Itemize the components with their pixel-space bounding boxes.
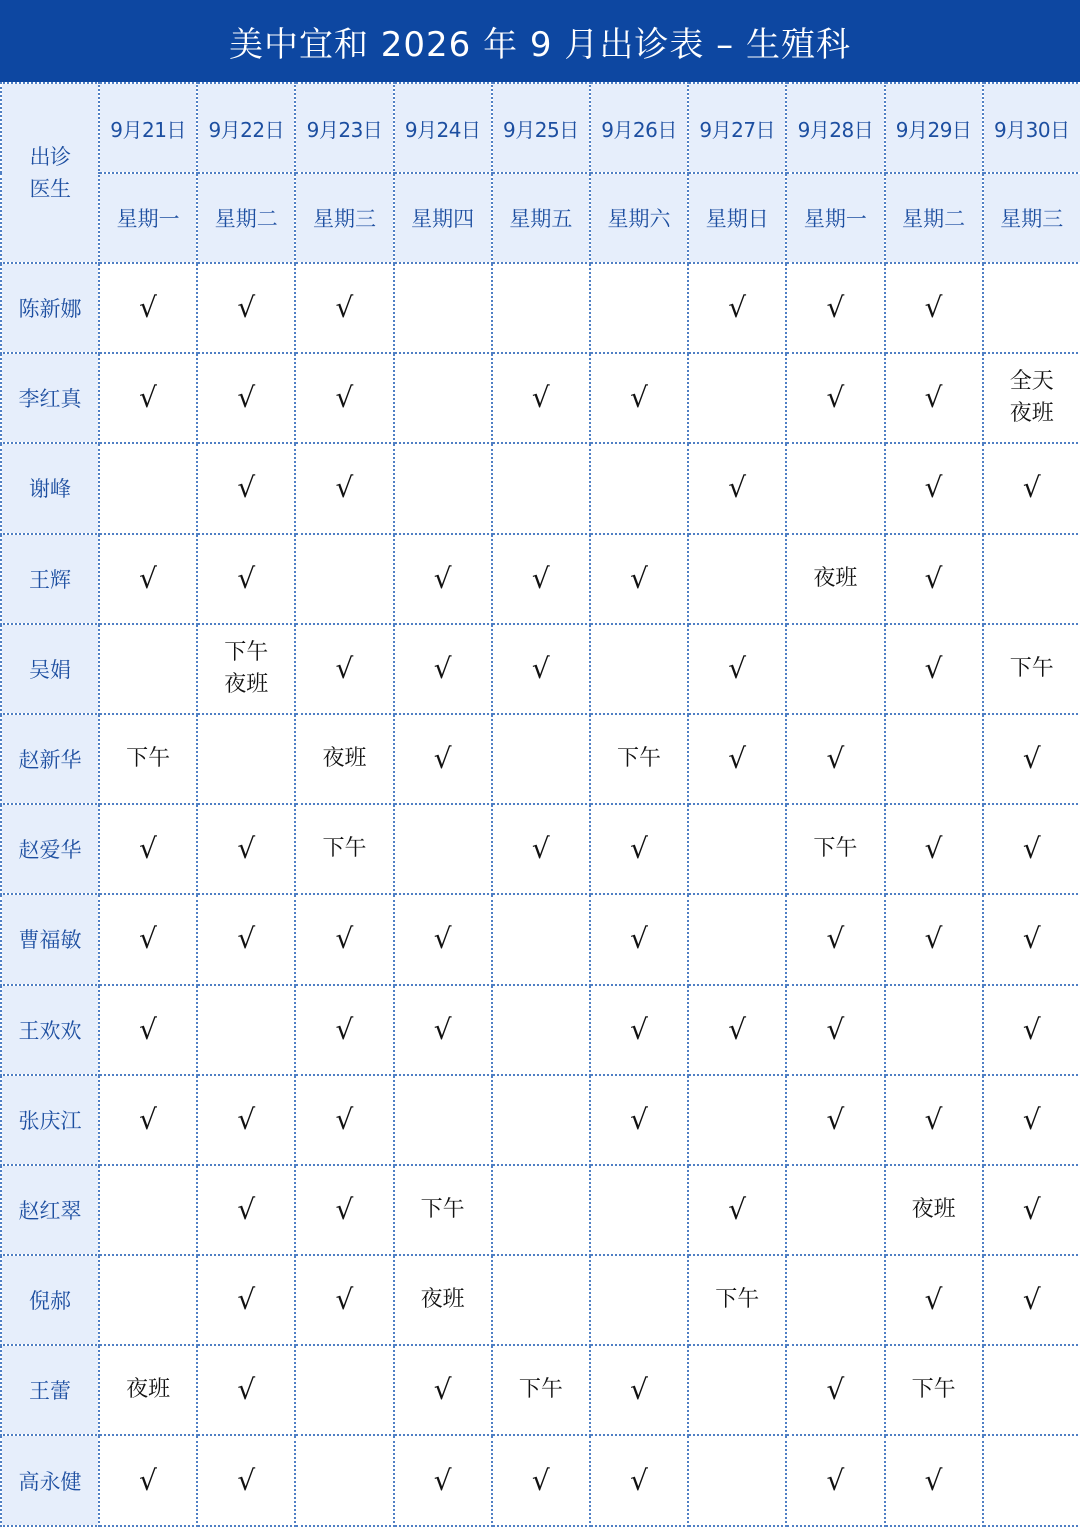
on-duty-check: √ — [983, 1075, 1080, 1165]
doctor-name: 王辉 — [1, 534, 99, 624]
doctor-row — [1, 353, 1080, 443]
on-duty-check: √ — [688, 263, 786, 353]
on-duty-check: √ — [885, 1435, 983, 1525]
empty-cell — [492, 894, 590, 984]
empty-cell — [197, 985, 295, 1075]
date-header: 9月29日 — [885, 83, 983, 173]
empty-cell — [492, 1255, 590, 1345]
on-duty-check: √ — [983, 894, 1080, 984]
on-duty-check: √ — [99, 353, 197, 443]
weekday-header: 星期一 — [99, 173, 197, 263]
doctor-row — [1, 624, 1080, 714]
doctor-row — [1, 1075, 1080, 1165]
empty-cell — [99, 443, 197, 533]
empty-cell — [295, 1345, 393, 1435]
on-duty-check: √ — [885, 263, 983, 353]
shift-note: 下午 — [983, 624, 1080, 714]
weekday-header: 星期一 — [786, 173, 884, 263]
shift-note: 下午 — [885, 1345, 983, 1435]
shift-note: 全天 夜班 — [983, 353, 1080, 443]
on-duty-check: √ — [295, 1165, 393, 1255]
on-duty-check: √ — [786, 1075, 884, 1165]
doctor-name: 倪郝 — [1, 1255, 99, 1345]
doctor-row — [1, 1255, 1080, 1345]
date-header-row — [1, 83, 1080, 173]
on-duty-check: √ — [99, 894, 197, 984]
doctor-name: 谢峰 — [1, 443, 99, 533]
shift-note: 夜班 — [394, 1255, 492, 1345]
on-duty-check: √ — [197, 1255, 295, 1345]
on-duty-check: √ — [983, 985, 1080, 1075]
empty-cell — [492, 985, 590, 1075]
weekday-header: 星期二 — [197, 173, 295, 263]
on-duty-check: √ — [688, 1165, 786, 1255]
empty-cell — [99, 624, 197, 714]
empty-cell — [983, 263, 1080, 353]
empty-cell — [394, 443, 492, 533]
doctor-name: 王蕾 — [1, 1345, 99, 1435]
weekday-header: 星期三 — [983, 173, 1080, 263]
empty-cell — [394, 353, 492, 443]
empty-cell — [590, 1255, 688, 1345]
on-duty-check: √ — [688, 714, 786, 804]
on-duty-check: √ — [786, 1435, 884, 1525]
empty-cell — [394, 263, 492, 353]
empty-cell — [786, 1165, 884, 1255]
on-duty-check: √ — [786, 985, 884, 1075]
date-header: 9月24日 — [394, 83, 492, 173]
date-header: 9月22日 — [197, 83, 295, 173]
doctor-row — [1, 1345, 1080, 1435]
on-duty-check: √ — [295, 443, 393, 533]
date-header: 9月27日 — [688, 83, 786, 173]
on-duty-check: √ — [197, 804, 295, 894]
doctor-name: 李红真 — [1, 353, 99, 443]
doctor-name: 陈新娜 — [1, 263, 99, 353]
on-duty-check: √ — [590, 804, 688, 894]
empty-cell — [885, 985, 983, 1075]
on-duty-check: √ — [590, 534, 688, 624]
on-duty-check: √ — [295, 985, 393, 1075]
on-duty-check: √ — [885, 1255, 983, 1345]
empty-cell — [99, 1165, 197, 1255]
empty-cell — [492, 263, 590, 353]
doctor-name: 赵新华 — [1, 714, 99, 804]
on-duty-check: √ — [295, 1075, 393, 1165]
on-duty-check: √ — [394, 894, 492, 984]
shift-note: 下午 — [688, 1255, 786, 1345]
on-duty-check: √ — [394, 714, 492, 804]
doctor-row — [1, 263, 1080, 353]
date-header: 9月23日 — [295, 83, 393, 173]
on-duty-check: √ — [394, 985, 492, 1075]
on-duty-check: √ — [885, 804, 983, 894]
shift-note: 夜班 — [295, 714, 393, 804]
on-duty-check: √ — [983, 804, 1080, 894]
on-duty-check: √ — [492, 624, 590, 714]
doctor-name: 曹福敏 — [1, 894, 99, 984]
date-header: 9月28日 — [786, 83, 884, 173]
on-duty-check: √ — [295, 263, 393, 353]
on-duty-check: √ — [197, 1165, 295, 1255]
empty-cell — [590, 443, 688, 533]
on-duty-check: √ — [99, 1435, 197, 1525]
empty-cell — [394, 804, 492, 894]
shift-note: 夜班 — [885, 1165, 983, 1255]
on-duty-check: √ — [197, 263, 295, 353]
on-duty-check: √ — [295, 624, 393, 714]
empty-cell — [295, 1435, 393, 1525]
on-duty-check: √ — [99, 1075, 197, 1165]
weekday-header: 星期日 — [688, 173, 786, 263]
doctor-name: 王欢欢 — [1, 985, 99, 1075]
shift-note: 下午 — [492, 1345, 590, 1435]
empty-cell — [492, 714, 590, 804]
on-duty-check: √ — [885, 353, 983, 443]
on-duty-check: √ — [590, 1345, 688, 1435]
on-duty-check: √ — [786, 1345, 884, 1435]
empty-cell — [99, 1255, 197, 1345]
on-duty-check: √ — [492, 353, 590, 443]
empty-cell — [492, 1075, 590, 1165]
on-duty-check: √ — [885, 1075, 983, 1165]
on-duty-check: √ — [492, 804, 590, 894]
on-duty-check: √ — [197, 443, 295, 533]
doctor-name: 赵红翠 — [1, 1165, 99, 1255]
empty-cell — [688, 353, 786, 443]
on-duty-check: √ — [885, 894, 983, 984]
on-duty-check: √ — [295, 894, 393, 984]
on-duty-check: √ — [786, 714, 884, 804]
on-duty-check: √ — [983, 1255, 1080, 1345]
empty-cell — [197, 714, 295, 804]
weekday-header: 星期五 — [492, 173, 590, 263]
on-duty-check: √ — [786, 894, 884, 984]
on-duty-check: √ — [197, 1075, 295, 1165]
on-duty-check: √ — [983, 443, 1080, 533]
empty-cell — [394, 1075, 492, 1165]
on-duty-check: √ — [394, 1345, 492, 1435]
weekday-header: 星期三 — [295, 173, 393, 263]
on-duty-check: √ — [786, 353, 884, 443]
weekday-header: 星期四 — [394, 173, 492, 263]
empty-cell — [688, 534, 786, 624]
empty-cell — [295, 534, 393, 624]
on-duty-check: √ — [197, 894, 295, 984]
on-duty-check: √ — [197, 1345, 295, 1435]
doctor-row — [1, 894, 1080, 984]
empty-cell — [983, 1345, 1080, 1435]
on-duty-check: √ — [590, 894, 688, 984]
on-duty-check: √ — [295, 1255, 393, 1345]
empty-cell — [885, 714, 983, 804]
empty-cell — [688, 804, 786, 894]
shift-note: 夜班 — [786, 534, 884, 624]
on-duty-check: √ — [983, 1165, 1080, 1255]
on-duty-check: √ — [492, 534, 590, 624]
empty-cell — [688, 894, 786, 984]
doctor-row — [1, 1435, 1080, 1525]
empty-cell — [688, 1345, 786, 1435]
doctor-row — [1, 714, 1080, 804]
date-header: 9月30日 — [983, 83, 1080, 173]
on-duty-check: √ — [885, 534, 983, 624]
weekday-header: 星期六 — [590, 173, 688, 263]
doctor-row — [1, 534, 1080, 624]
on-duty-check: √ — [983, 714, 1080, 804]
weekday-header: 星期二 — [885, 173, 983, 263]
weekday-header-row — [1, 173, 1080, 263]
on-duty-check: √ — [295, 353, 393, 443]
on-duty-check: √ — [197, 1435, 295, 1525]
doctor-row — [1, 804, 1080, 894]
page-title: 美中宜和 2026 年 9 月出诊表 – 生殖科 — [0, 0, 1080, 82]
shift-note: 下午 夜班 — [197, 624, 295, 714]
on-duty-check: √ — [786, 263, 884, 353]
shift-note: 夜班 — [99, 1345, 197, 1435]
on-duty-check: √ — [99, 263, 197, 353]
on-duty-check: √ — [590, 985, 688, 1075]
shift-note: 下午 — [590, 714, 688, 804]
date-header: 9月21日 — [99, 83, 197, 173]
empty-cell — [786, 443, 884, 533]
empty-cell — [983, 534, 1080, 624]
empty-cell — [492, 443, 590, 533]
shift-note: 下午 — [99, 714, 197, 804]
on-duty-check: √ — [885, 624, 983, 714]
on-duty-check: √ — [590, 353, 688, 443]
empty-cell — [590, 624, 688, 714]
on-duty-check: √ — [688, 985, 786, 1075]
shift-note: 下午 — [295, 804, 393, 894]
schedule-table — [0, 82, 1080, 1527]
date-header: 9月25日 — [492, 83, 590, 173]
date-header: 9月26日 — [590, 83, 688, 173]
doctor-row — [1, 985, 1080, 1075]
empty-cell — [688, 1435, 786, 1525]
on-duty-check: √ — [394, 534, 492, 624]
doctor-name: 高永健 — [1, 1435, 99, 1525]
doctor-row — [1, 1165, 1080, 1255]
doctor-column-header: 出诊 医生 — [1, 83, 99, 263]
doctor-name: 赵爱华 — [1, 804, 99, 894]
on-duty-check: √ — [99, 804, 197, 894]
on-duty-check: √ — [885, 443, 983, 533]
empty-cell — [786, 624, 884, 714]
on-duty-check: √ — [688, 624, 786, 714]
empty-cell — [983, 1435, 1080, 1525]
empty-cell — [590, 263, 688, 353]
on-duty-check: √ — [99, 985, 197, 1075]
on-duty-check: √ — [197, 534, 295, 624]
on-duty-check: √ — [99, 534, 197, 624]
on-duty-check: √ — [590, 1075, 688, 1165]
on-duty-check: √ — [590, 1435, 688, 1525]
on-duty-check: √ — [394, 1435, 492, 1525]
empty-cell — [786, 1255, 884, 1345]
on-duty-check: √ — [394, 624, 492, 714]
on-duty-check: √ — [197, 353, 295, 443]
doctor-name: 张庆江 — [1, 1075, 99, 1165]
doctor-row — [1, 443, 1080, 533]
empty-cell — [590, 1165, 688, 1255]
empty-cell — [688, 1075, 786, 1165]
doctor-name: 吴娟 — [1, 624, 99, 714]
shift-note: 下午 — [394, 1165, 492, 1255]
empty-cell — [492, 1165, 590, 1255]
shift-note: 下午 — [786, 804, 884, 894]
on-duty-check: √ — [492, 1435, 590, 1525]
on-duty-check: √ — [688, 443, 786, 533]
